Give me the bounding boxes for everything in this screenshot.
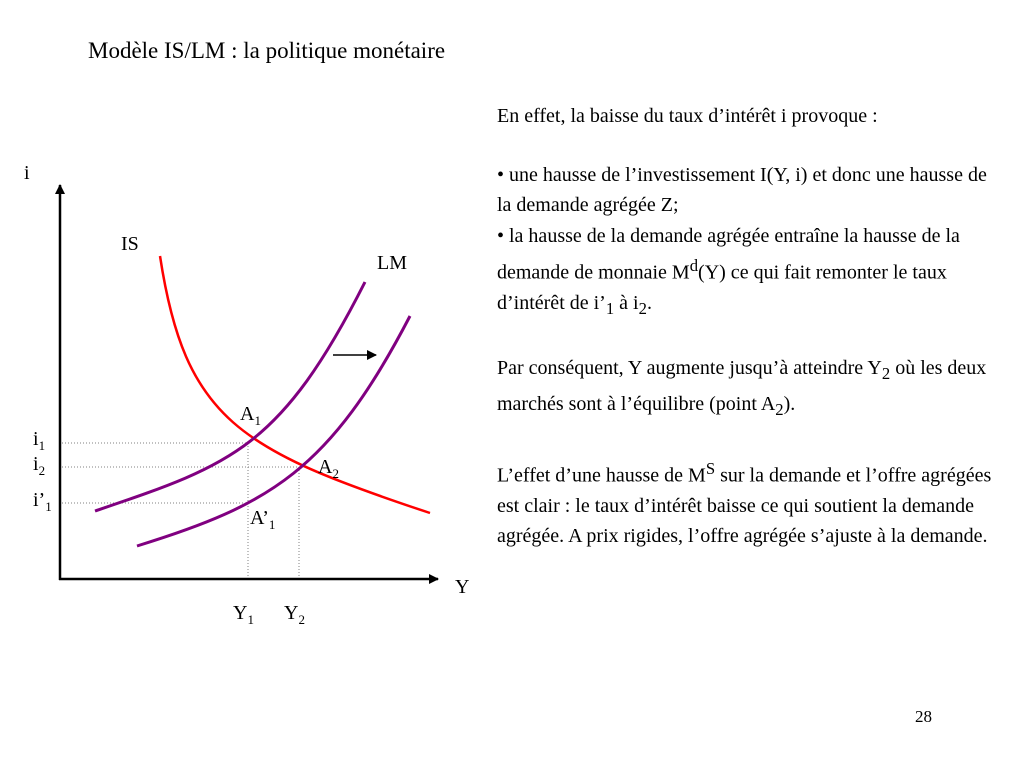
tick-i2: $i_2$	[33, 453, 46, 478]
consequence-paragraph: Par conséquent, Y augmente jusqu’à atteindre $Y_2$ où les deux marchés sont à l’équilibre (point $A_2$).	[497, 356, 987, 420]
axes	[59, 185, 438, 580]
explanation-text	[497, 101, 997, 552]
point-a1-label: $A_1$	[240, 403, 261, 428]
is-label: IS	[121, 233, 139, 255]
tick-i-prime-1: $i’_1$	[33, 489, 52, 514]
lm-label: LM	[377, 252, 407, 274]
bullet-money-demand: • la hausse de la demande agrégée entraîne la hausse de la demande de monnaie $M^d(Y)$ ce qui fait remonter le taux d’intérêt de $i’_1$ à $i_2$.	[497, 224, 960, 319]
page-number: 28	[915, 707, 932, 726]
x-axis-label: Y	[455, 576, 470, 598]
lm-curve-shifted	[137, 316, 410, 546]
intro-paragraph: En effet, la baisse du taux d’intérêt i provoque :	[497, 105, 878, 127]
tick-y1: $Y_1$	[233, 602, 254, 627]
slide-title: Modèle IS/LM : la politique monétaire	[88, 38, 446, 63]
point-a-prime-1-label: $A’_1$	[250, 507, 276, 532]
tick-i1: $i_1$	[33, 428, 46, 453]
bullet-investment: • une hausse de l’investissement I(Y, i) et donc une hausse de la demande agrégée Z;	[497, 163, 987, 216]
point-a2-label: $A_2$	[318, 456, 339, 481]
tick-y2: $Y_2$	[284, 602, 305, 627]
y-axis-label: i	[24, 162, 30, 184]
conclusion-paragraph: L’effet d’une hausse de $M^S$ sur la demande et l’offre agrégées est clair : le taux d’intérêt baisse ce qui soutient la demande agrégée. A prix rigides, l’offre agrégée s’ajuste à la demande.	[497, 458, 992, 548]
is-curve	[160, 256, 430, 513]
